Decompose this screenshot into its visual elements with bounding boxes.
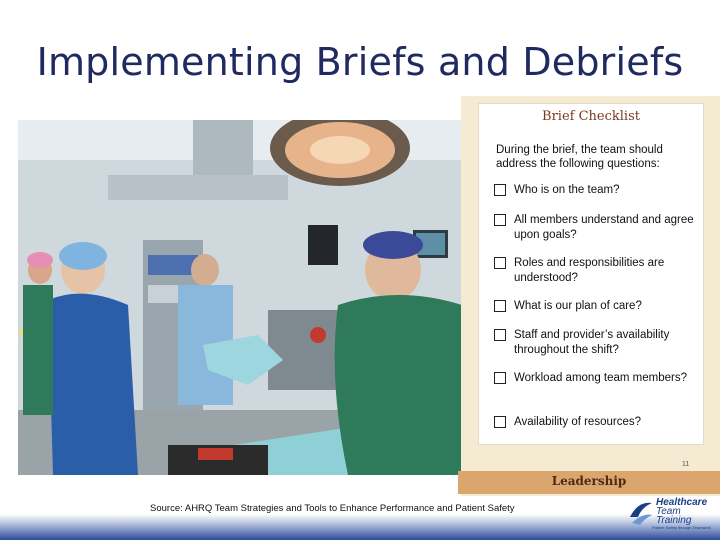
checklist-item-label: Availability of resources? [514,416,641,428]
leadership-footer-label: Leadership [551,474,627,488]
logo-line2: Team [656,506,681,517]
checkbox-icon [494,214,506,226]
checklist-item [494,415,699,430]
operating-room-photo [18,120,462,475]
logo-tagline: Patient Safety through Teamwork [652,525,711,530]
logo-line3: Training [656,515,692,526]
checkbox-icon [494,184,506,196]
checklist-item-label: Roles and responsibilities are understood? [514,257,665,284]
slide-title: Implementing Briefs and Debriefs [36,40,684,84]
checklist-item-label: Staff and provider’s availability throughout the shift? [514,329,670,356]
checklist-item-label: Who is on the team? [514,184,620,196]
checkbox-icon [494,416,506,428]
bottom-gradient-bar [0,514,720,540]
logo-line1: Healthcare [656,497,708,508]
checklist-item [494,183,699,198]
checklist-item [494,328,699,358]
checkbox-icon [494,300,506,312]
leadership-footer-bar [458,471,720,494]
checklist-item-label: All members understand and agree upon goals? [514,214,694,241]
logo-swoosh-icon [628,499,654,527]
checkbox-icon [494,372,506,384]
healthcare-team-training-logo [628,497,716,531]
checkbox-icon [494,257,506,269]
checklist-item [494,213,699,243]
checklist-title: Brief Checklist [542,109,640,124]
brief-checklist [478,103,704,445]
checklist-item-label: Workload among team members? [514,372,687,384]
source-citation: Source: AHRQ Team Strategies and Tools to Enhance Performance and Patient Safety [150,503,515,514]
checklist-item-label: What is our plan of care? [514,300,642,312]
checklist-intro: During the brief, the team should address the following questions: [496,144,663,170]
page-number: 11 [682,461,690,468]
checkbox-icon [494,329,506,341]
checklist-item [494,299,699,314]
checklist-item [494,371,699,386]
checklist-item [494,256,699,286]
